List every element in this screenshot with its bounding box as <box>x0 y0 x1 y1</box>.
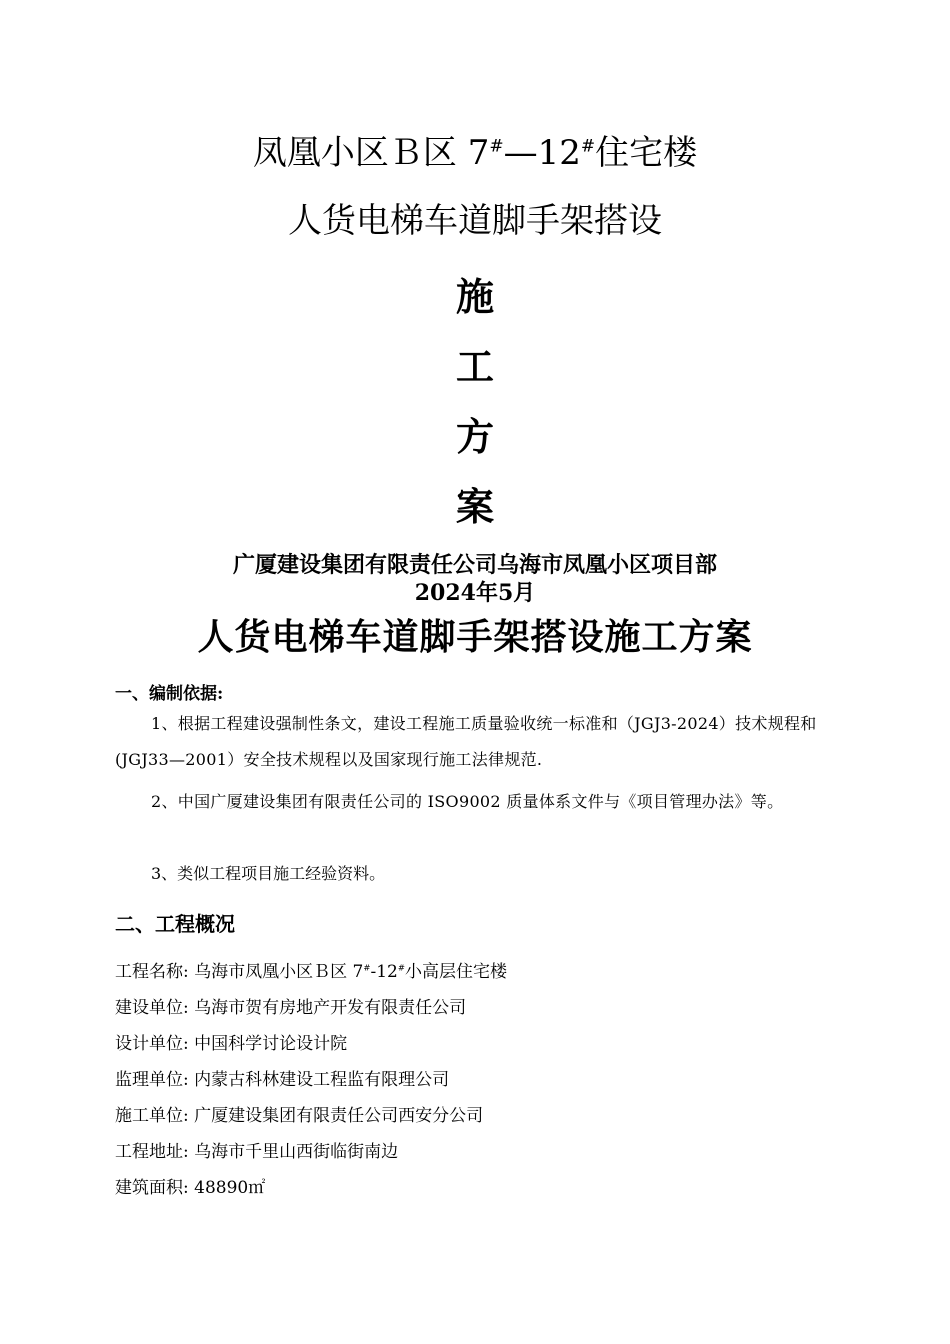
designer-row <box>115 1026 840 1062</box>
field-value: 内蒙古科林建设工程监有限理公司 <box>194 1070 450 1090</box>
field-label: 工程名称: <box>115 962 189 982</box>
cover-char-an: 案 <box>455 484 494 529</box>
field-value: 乌海市贺有房地产开发有限责任公司 <box>194 998 467 1018</box>
field-label: 监理单位: <box>115 1070 189 1090</box>
section-1-item-2: 2、中国广厦建设集团有限责任公司的 ISO9002 质量体系文件与《项目管理办法》等。 <box>151 792 784 811</box>
section-1-heading: 一、编制依据: <box>115 684 224 704</box>
field-value: 48890㎡ <box>194 1178 266 1198</box>
supervisor-row <box>115 1062 840 1098</box>
section-2-heading: 二、工程概况 <box>115 912 235 936</box>
field-label: 施工单位: <box>115 1106 189 1126</box>
section-1-item-3: 3、类似工程项目施工经验资料。 <box>151 864 386 883</box>
project-info-list <box>115 954 840 1206</box>
cover-char-fang: 方 <box>455 414 494 459</box>
cover-char-shi: 施 <box>455 274 494 319</box>
cover-organization: 广厦建设集团有限责任公司乌海市凤凰小区项目部 <box>232 552 717 578</box>
address-row <box>115 1134 840 1170</box>
field-label: 工程地址: <box>115 1142 189 1162</box>
building-number-mark: # <box>397 963 406 974</box>
document-title: 人货电梯车道脚手架搭设施工方案 <box>197 616 753 658</box>
cover-title-line-2: 人货电梯车道脚手架搭设 <box>288 201 662 241</box>
field-label: 建设单位: <box>115 998 189 1018</box>
building-number-mark: # <box>489 136 504 157</box>
cover-title-part: 住宅楼 <box>595 133 698 173</box>
cover-title-line-1 <box>0 128 950 178</box>
section-1-item-1: 1、根据工程建设强制性条文，建设工程施工质量验收统一标准和（JGJ3-2024）技术规程和(JGJ33—2001）安全技术规程以及国家现行施工法律规范. <box>115 714 817 769</box>
field-value: 小高层住宅楼 <box>405 962 508 982</box>
field-label: 设计单位: <box>115 1034 189 1054</box>
contractor-row <box>115 1098 840 1134</box>
field-label: 建筑面积: <box>115 1178 189 1198</box>
project-name-row <box>115 954 840 990</box>
building-number-mark: # <box>363 963 371 974</box>
cover-title-part: 凤凰小区Ｂ区 7 <box>252 133 490 173</box>
area-row <box>115 1170 840 1206</box>
cover-char-gong: 工 <box>455 344 494 389</box>
building-number-mark: # <box>580 136 596 157</box>
field-value: 乌海市千里山西街临街南边 <box>194 1142 399 1162</box>
cover-date: 2024年5月 <box>414 580 536 606</box>
cover-title-part: —12 <box>503 133 581 173</box>
owner-row <box>115 990 840 1026</box>
field-value: 乌海市凤凰小区Ｂ区 7 <box>194 962 364 982</box>
field-value: 中国科学讨论设计院 <box>194 1034 348 1054</box>
field-value: -12 <box>370 962 398 982</box>
field-value: 广厦建设集团有限责任公司西安分公司 <box>194 1106 484 1126</box>
